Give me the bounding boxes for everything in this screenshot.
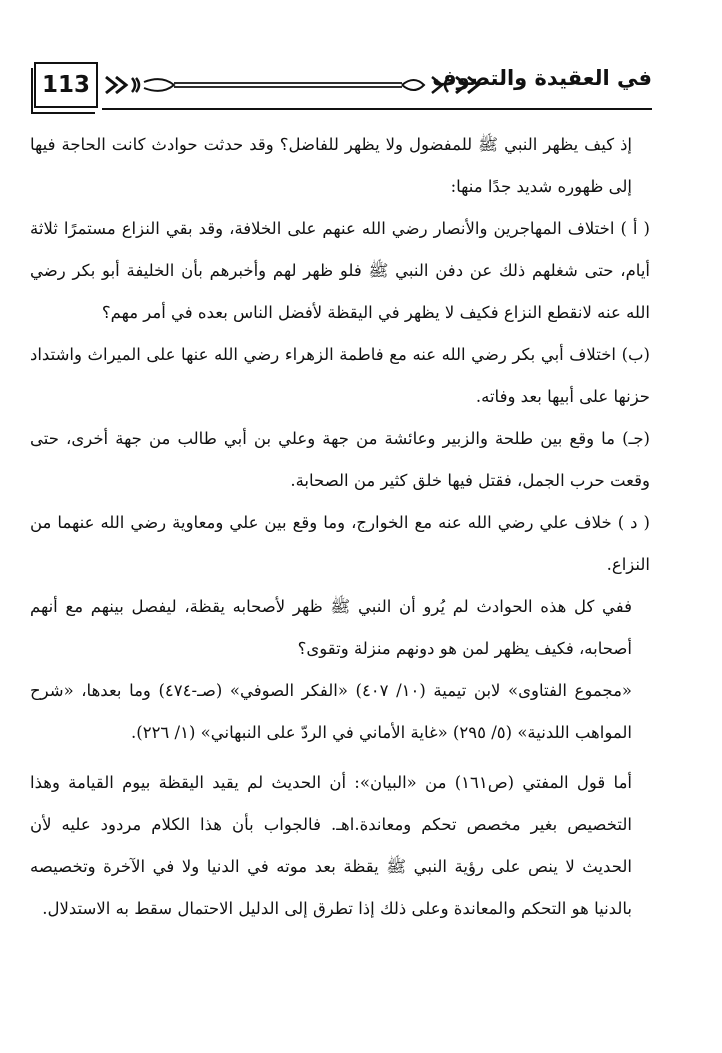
page-number: 113: [34, 62, 98, 108]
paragraph-references: «مجموع الفتاوى» لابن تيمية (١٠/ ٤٠٧) «الفكر الصوفي» (صـ-٤٧٤) وما بعدها، «شرح المواهب اللدنية» (٥/ ٢٩٥) «غاية الأماني في الردّ على النبهاني» (١/ ٢٢٦).: [30, 681, 633, 742]
header-ornament-icon: [102, 72, 482, 98]
paragraph-item-d: ( د ) خلاف علي رضي الله عنه مع الخوارج، وما وقع بين علي ومعاوية رضي الله عنهما من النزاع.: [30, 513, 650, 574]
book-title: في العقيدة والتصوف: [432, 66, 652, 90]
paragraph-intro: إذ كيف يظهر النبي ﷺ للمفضول ولا يظهر للفاضل؟ وقد حدثت حوادث كانت الحاجة فيها إلى ظهوره شديد جدًا منها:: [30, 135, 632, 196]
paragraph-item-c: (جـ) ما وقع بين طلحة والزبير وعائشة من جهة وعلي بن أبي طالب من جهة أخرى، حتى وقعت حرب الجمل، فقتل فيها خلق كثير من الصحابة.: [30, 429, 650, 490]
page-header: [34, 62, 652, 112]
page-body: [30, 124, 650, 930]
paragraph-reply: أما قول المفتي (ص١٦١) من «البيان»: أن الحديث لم يقيد اليقظة بيوم القيامة وهذا التخصيص بغير مخصص تحكم ومعاندة.اهـ. فالجواب بأن هذا الكلام مردود عليه لأن الحديث لا ينص على رؤية النبي ﷺ يقظة بعد موته في الدنيا ولا في الآخرة وتخصيصه بالدنيا هو التحكم والمعاندة وعلى ذلك إذا تطرق إلى الدليل الاحتمال سقط به الاستدلال.: [30, 773, 632, 918]
paragraph-item-a: ( أ ) اختلاف المهاجرين والأنصار رضي الله عنهم على الخلافة، وقد بقي النزاع مستمرًا ثلاثة أيام، حتى شغلهم ذلك عن دفن النبي ﷺ فلو ظهر لهم وأخبرهم بأن الخليفة أبو بكر رضي الله عنه لانقطع النزاع فكيف لا يظهر في اليقظة لأفضل الناس بعده في أمر مهم؟: [30, 219, 650, 322]
paragraph-item-b: (ب) اختلاف أبي بكر رضي الله عنه مع فاطمة الزهراء رضي الله عنها على الميراث واشتداد حزنها على أبيها بعد وفاته.: [30, 345, 650, 406]
paragraph-conclusion: ففي كل هذه الحوادث لم يُرو أن النبي ﷺ ظهر لأصحابه يقظة، ليفصل بينهم مع أنهم أصحابه، فكيف يظهر لمن هو دونهم منزلة وتقوى؟: [30, 597, 632, 658]
header-divider: [102, 108, 652, 110]
